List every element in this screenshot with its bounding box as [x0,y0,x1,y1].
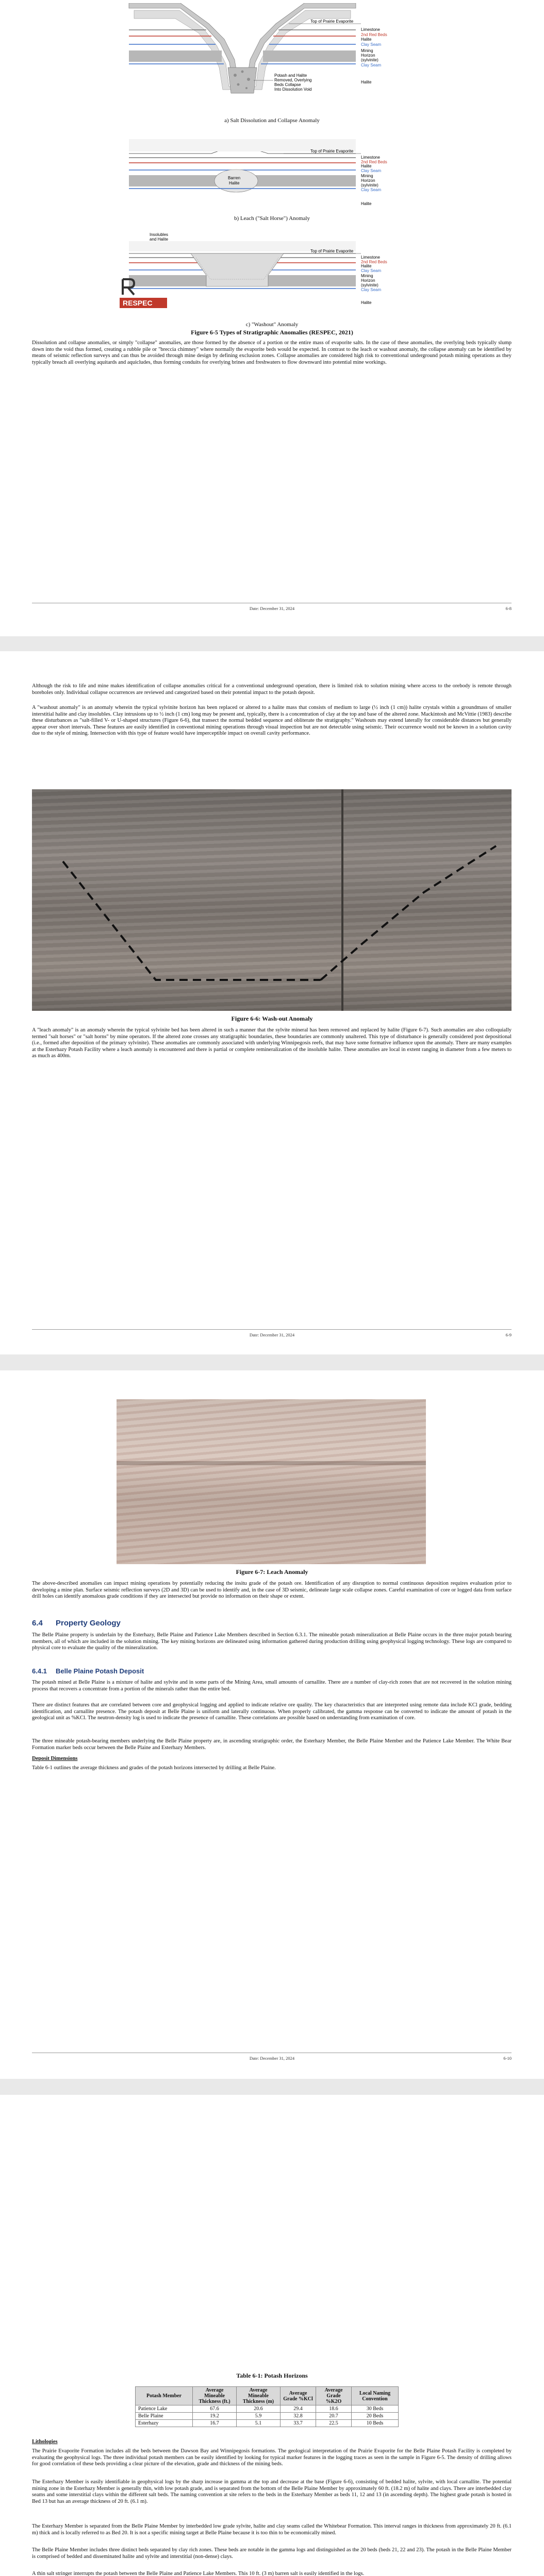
label-top-prairie-a: Top of Prairie Evaporite [310,19,354,24]
label-horizon-a: Horizon [361,53,375,58]
diagram-washout-anomaly [119,230,428,317]
label-red-beds-b: 2nd Red Beds [361,160,387,164]
label-clay-c2: Clay Seam [361,287,382,292]
table-caption-6-1: Table 6-1: Potash Horizons [236,2372,308,2379]
report-page-6-8 [0,0,544,636]
paragraph-mineable-members: The three mineable potash-bearing members underlying the Belle Plaine property are, in ascending stratigraphic order, the Esterhazy Member, the Belle Plaine Member and the Patience Lake Member. The White Bear Formation marker beds occur between the Belle Plaine and Esterhazy Members. [32,1738,512,1751]
table-cell: 30 Beds [352,2405,399,2413]
caption-diagram-a: a) Salt Dissolution and Collapse Anomaly [224,117,320,124]
footer-date: Date: December 31, 2024 [249,1332,295,1337]
paragraph-salt-stringer: A thin salt stringer interrupts the potash between the Belle Plaine and Patience Lake Members. This 10 ft. (3 m) barren salt is easily identified in the logs. [32,2571,365,2576]
page-6-11-text-layer [0,2095,544,2576]
paragraph-collapse-anomalies: Dissolution and collapse anomalies, or simply "collapse" anomalies, are those formed by the absence of a portion or the entire mass of evaporite salts. In the case of these anomalies, the overlying beds typically slump down into the void thus formed, creating a rubble pile or "breccia chimney" where normally the evaporite beds would be expected. In contrast to the leach or washout anomaly, the collapse anomaly can be identified by means of seismic reflection surveys and can thus be avoided through mine design by defining exclusion zones. Collapse anomalies are considered high risk to conventional underground potash mining operations as they typically breach all overlying aquitards and aquicludes, thus forming conduits for overlying brines and freshwaters to flow downward into potential mine workings. [32,340,512,365]
sub-heading-deposit-dimensions: Deposit Dimensions [32,1756,78,1761]
section-heading-6-4-1: 6.4.1 Belle Plaine Potash Deposit [32,1667,144,1675]
label-clay-a1: Clay Seam [361,42,382,47]
table-cell: 20 Beds [352,2413,399,2420]
paragraph-table-intro: Table 6-1 outlines the average thickness and grades of the potash horizons intersected by drilling at Belle Plaine. [32,1765,276,1771]
label-halite-c2: Halite [361,300,372,305]
paragraph-property-geology: The Belle Plaine property is underlain by the Esterhazy, Belle Plaine and Patience Lake Members described in Section 6.3.1. The mineable potash mineralization at Belle Plaine occurs in the three major potash bearing members, all of which are included in the solution mining. The key mining horizons are delineated using information gathered during production drilling using geophysical logging technology. These logs are compared to physical core to evaluate the quality of the mineralization. [32,1632,512,1651]
svg-text:RESPEC: RESPEC [123,299,153,307]
sub-heading-lithologies: Lithologies [32,2439,58,2445]
label-halite-c1: Halite [361,264,372,268]
report-page-6-9 [0,651,544,1354]
diagram-leach-anomaly [119,133,428,210]
label-horizon-b: Horizon [361,178,375,183]
table-cell: 29.4 [281,2405,316,2413]
paragraph-prairie-evaporite: The Prairie Evaporite Formation includes all the beds between the Dawson Bay and Winnipegosis formations. The geological interpretation of the Prairie Evaporite for the Belle Plaine Potash Facility is completed by evaluating the geophysical logs. The three individual potash members can be easily identified by looking for typical marker features in the logging traces as seen in the sample in Figure 6-5. The density of drilling allows for good correlation of these beds providing a clear picture of the elevation, grade and thickness of the mining beds. [32,2448,512,2467]
label-halite-a1: Halite [361,37,372,42]
label-note-a1: Potash and Halite [274,73,307,78]
label-note-a3: Beds Collapse [274,82,301,87]
washout-anomaly-photo [32,789,512,1011]
table-cell: 33.7 [281,2420,316,2427]
section-heading-6-4: 6.4 Property Geology [32,1619,121,1628]
table-cell: 20.6 [237,2405,281,2413]
label-horizon-c: Horizon [361,278,375,283]
footer-date: Date: December 31, 2024 [249,606,295,611]
paragraph-esterhazy-member: The Esterhazy Member is easily identifiable in geophysical logs by the sharp increase in gamma at the top and decrease at the base (Figure 6-6), consisting of bedded halite, sylvite, with local carnallite. The potential mining zone in the Esterhazy Member is generally thin, with low potash grade, and is separated from the bottom of the Belle Plaine Member by approximately 60 ft. (18.2 m) of halite and clays. There are interbedded clay seams and some interstitial clays within the different salt beds. The naming convention at site refers to the beds in the Esterhazy Member as beds 11, 12 and 13 (in ascending depth). The highest grade potash is hosted in Bed 13 but has an average thickness of 20 ft. (6.1 m). [32,2479,512,2504]
table-cell: 18.6 [316,2405,352,2413]
label-mining-a: Mining [361,48,373,53]
caption-diagram-c: c) "Washout" Anomaly [245,321,299,328]
label-insolubles-c: Insolubles [150,232,169,237]
label-top-prairie-b: Top of Prairie Evaporite [310,149,354,154]
table-cell: Patience Lake [136,2405,193,2413]
label-red-beds-c: 2nd Red Beds [361,260,387,264]
label-barren-b2: Halite [229,181,240,185]
label-barren-b: Barren [228,176,241,180]
paragraph-washout-anomaly: A "washout anomaly" is an anomaly wherein the typical sylvinite horizon has been replaced or altered to a halite mass that consists of medium to large (½ inch (1 cm)) halite crystals within a groundmass of smaller interstitial halite and clay insolubles. Clay intrusions up to ½ inch (1 cm) long may be present and, typically, there is a concentration of clay at the top and base of the altered zone. Mackintosh and McVittie (1983) describe these disturbances as "salt-filled V- or U-shaped structures (Figure 6-6), that transect the normal bedded sequence and obliterate the stratigraphy." Washouts may extend laterally for considerable distances but generally appear over short intervals. These features are easily identified in conventional mining operations through visual inspection but are not detectable using seismic. Their occurrence would not be known in a solution cavity due to the style of mining. Intersection with this type of feature would have imperceptible impact on overall cavity performance. [32,705,512,737]
table-cell: 32.8 [281,2413,316,2420]
table-cell: 22.5 [316,2420,352,2427]
footer-page-number: 6-9 [505,1332,512,1337]
label-halite-b1: Halite [361,164,372,168]
label-halite-b2: Halite [361,201,372,206]
footer-page-number: 6-10 [503,2056,512,2061]
label-sylvinite-b: (sylvinite) [361,183,378,188]
table-header: Potash Member [136,2387,193,2405]
footer-rule [32,1329,512,1330]
paragraph-collapse-risk: Although the risk to life and mine makes identification of collapse anomalies critical for a conventional underground operation, there is limited risk to solution mining where access to the orebody is remote through boreholes only. Individual collapse occurrences are reviewed and categorized based on their potential impact to the potash deposit. [32,683,512,696]
table-cell: Belle Plaine [136,2413,193,2420]
label-sylvinite-c: (sylvinite) [361,283,378,287]
table-header: Local Naming Convention [352,2387,399,2405]
label-note-a4: Into Dissolution Void [274,87,312,92]
table-header: Average Grade %K2O [316,2387,352,2405]
report-page-6-10 [0,1370,544,2079]
paragraph-belle-plaine-member: The Belle Plaine Member includes three distinct beds separated by clay rich zones. These beds are notable in the gamma logs and distinguished as the 20 beds (beds 21, 22 and 23). The potash in the Belle Plaine Member is comprised of bedded and disseminated halite and sylvite and interstitial (non-dense) clays. [32,2547,512,2560]
figure-caption-6-6: Figure 6-6: Wash-out Anomaly [231,1015,313,1022]
label-red-beds-a: 2nd Red Beds [361,32,387,37]
label-top-prairie-c: Top of Prairie Evaporite [310,249,354,253]
diagram-salt-dissolution-collapse [119,3,428,111]
figure-caption-6-7: Figure 6-7: Leach Anomaly [236,1568,308,1575]
table-header: Average Mineable Thickness (m) [237,2387,281,2405]
label-limestone-c: Limestone [361,255,380,260]
table-header: Average Mineable Thickness (ft.) [193,2387,237,2405]
label-limestone-a: Limestone [361,27,380,32]
paragraph-distinct-features: There are distinct features that are correlated between core and geophysical logging and applied to indicate relative ore quality. The key characteristics that are interpreted using remote data include KCl grade, bedding identification, and carnallite presence. The potash deposit at Belle Plaine is uniform and laterally continuous. When properly calibrated, the gamma response can be converted to indicate the amount of potash in the geological unit as %KCl. The neutron-density log is used to indicate the presence of carnallite. These correlations are possible based on understanding from examination of core. [32,1702,512,1721]
footer-page-number: 6-8 [505,606,512,611]
table-cell: 16.7 [193,2420,237,2427]
table-cell: 5.9 [237,2413,281,2420]
label-mining-c: Mining [361,274,373,278]
label-note-a2: Removed, Overlying [274,78,312,82]
paragraph-potash-mixture: The potash mined at Belle Plaine is a mixture of halite and sylvite and in some parts of the Mining Area, small amounts of carnallite. There are a number of clay-rich zones that are not recovered in the solution mining process that recovers a concentrate from a portion of the minerals rather than the entire bed. [32,1680,512,1692]
paragraph-whitebear-formation: The Esterhazy Member is separated from the Belle Plaine Member by interbedded low grade sylvite, halite and clay seams called the Whitebear Formation. This interval ranges in thickness from approximately 20 ft. (6.1 m) thick and is locally referred to as Bed 20. It is not a specific mining target at Belle Plaine because it is too thin to be economically mined. [32,2523,512,2536]
caption-diagram-b: b) Leach ("Salt Horse") Anomaly [234,215,310,222]
table-header: Average Grade %KCl [281,2387,316,2405]
table-cell: 19.2 [193,2413,237,2420]
paragraph-leach-anomaly: A "leach anomaly" is an anomaly wherein the typical sylvinite bed has been altered in such a manner that the sylvite mineral has been removed and replaced by halite (Figure 6-7). Such anomalies are also colloquially termed "salt horses" or "salt horns" by mine operators. If the altered zone crosses any stratigraphic boundaries, these boundaries are commonly unaltered. This type of disturbance is generally considered post depositional (i.e., formed after deposition of the primary sylvinite). These anomalies are commonly associated with underlying Winnipegosis reefs, that may have some formative influence upon the anomaly. There are many examples at the Esterhazy Potash Facility where a leach anomaly is encountered and there is partial or complete remineralization of the insoluble halite. These anomalies are local in extent ranging in diameter from a few meters to as much as 400m. [32,1027,512,1059]
label-insolubles-c2: and Halite [150,237,169,242]
table-cell: 10 Beds [352,2420,399,2427]
label-halite-a2: Halite [361,80,372,84]
label-mining-b: Mining [361,174,373,178]
table-cell: Esterhazy [136,2420,193,2427]
leach-anomaly-photo [117,1399,426,1564]
paragraph-anomaly-impact: The above-described anomalies can impact mining operations by potentially reducing the insitu grade of the potash ore. Identification of any disruption to normal continuous deposition requires evaluation prior to developing a mine plan. Surface seismic reflection surveys (2D and 3D) can be used to identify and, in the case of 3D seismic, delineate large scale collapse zones. Careful examination of core or logged data from surface drill holes can identify anomalous grade conditions if they are intersected but provide no information on their shape or extent. [32,1581,512,1600]
label-sylvinite-a: (sylvinite) [361,58,378,62]
label-clay-b1: Clay Seam [361,168,382,173]
label-clay-c1: Clay Seam [361,268,382,273]
table-cell: 67.6 [193,2405,237,2413]
washout-outline [32,789,512,1011]
figure-caption-6-5: Figure 6-5 Types of Stratigraphic Anomalies (RESPEC, 2021) [191,329,353,336]
table-cell: 20.7 [316,2413,352,2420]
label-limestone-b: Limestone [361,155,380,160]
footer-date: Date: December 31, 2024 [249,2056,295,2061]
label-clay-a2: Clay Seam [361,63,382,67]
label-clay-b2: Clay Seam [361,188,382,192]
table-cell: 5.1 [237,2420,281,2427]
